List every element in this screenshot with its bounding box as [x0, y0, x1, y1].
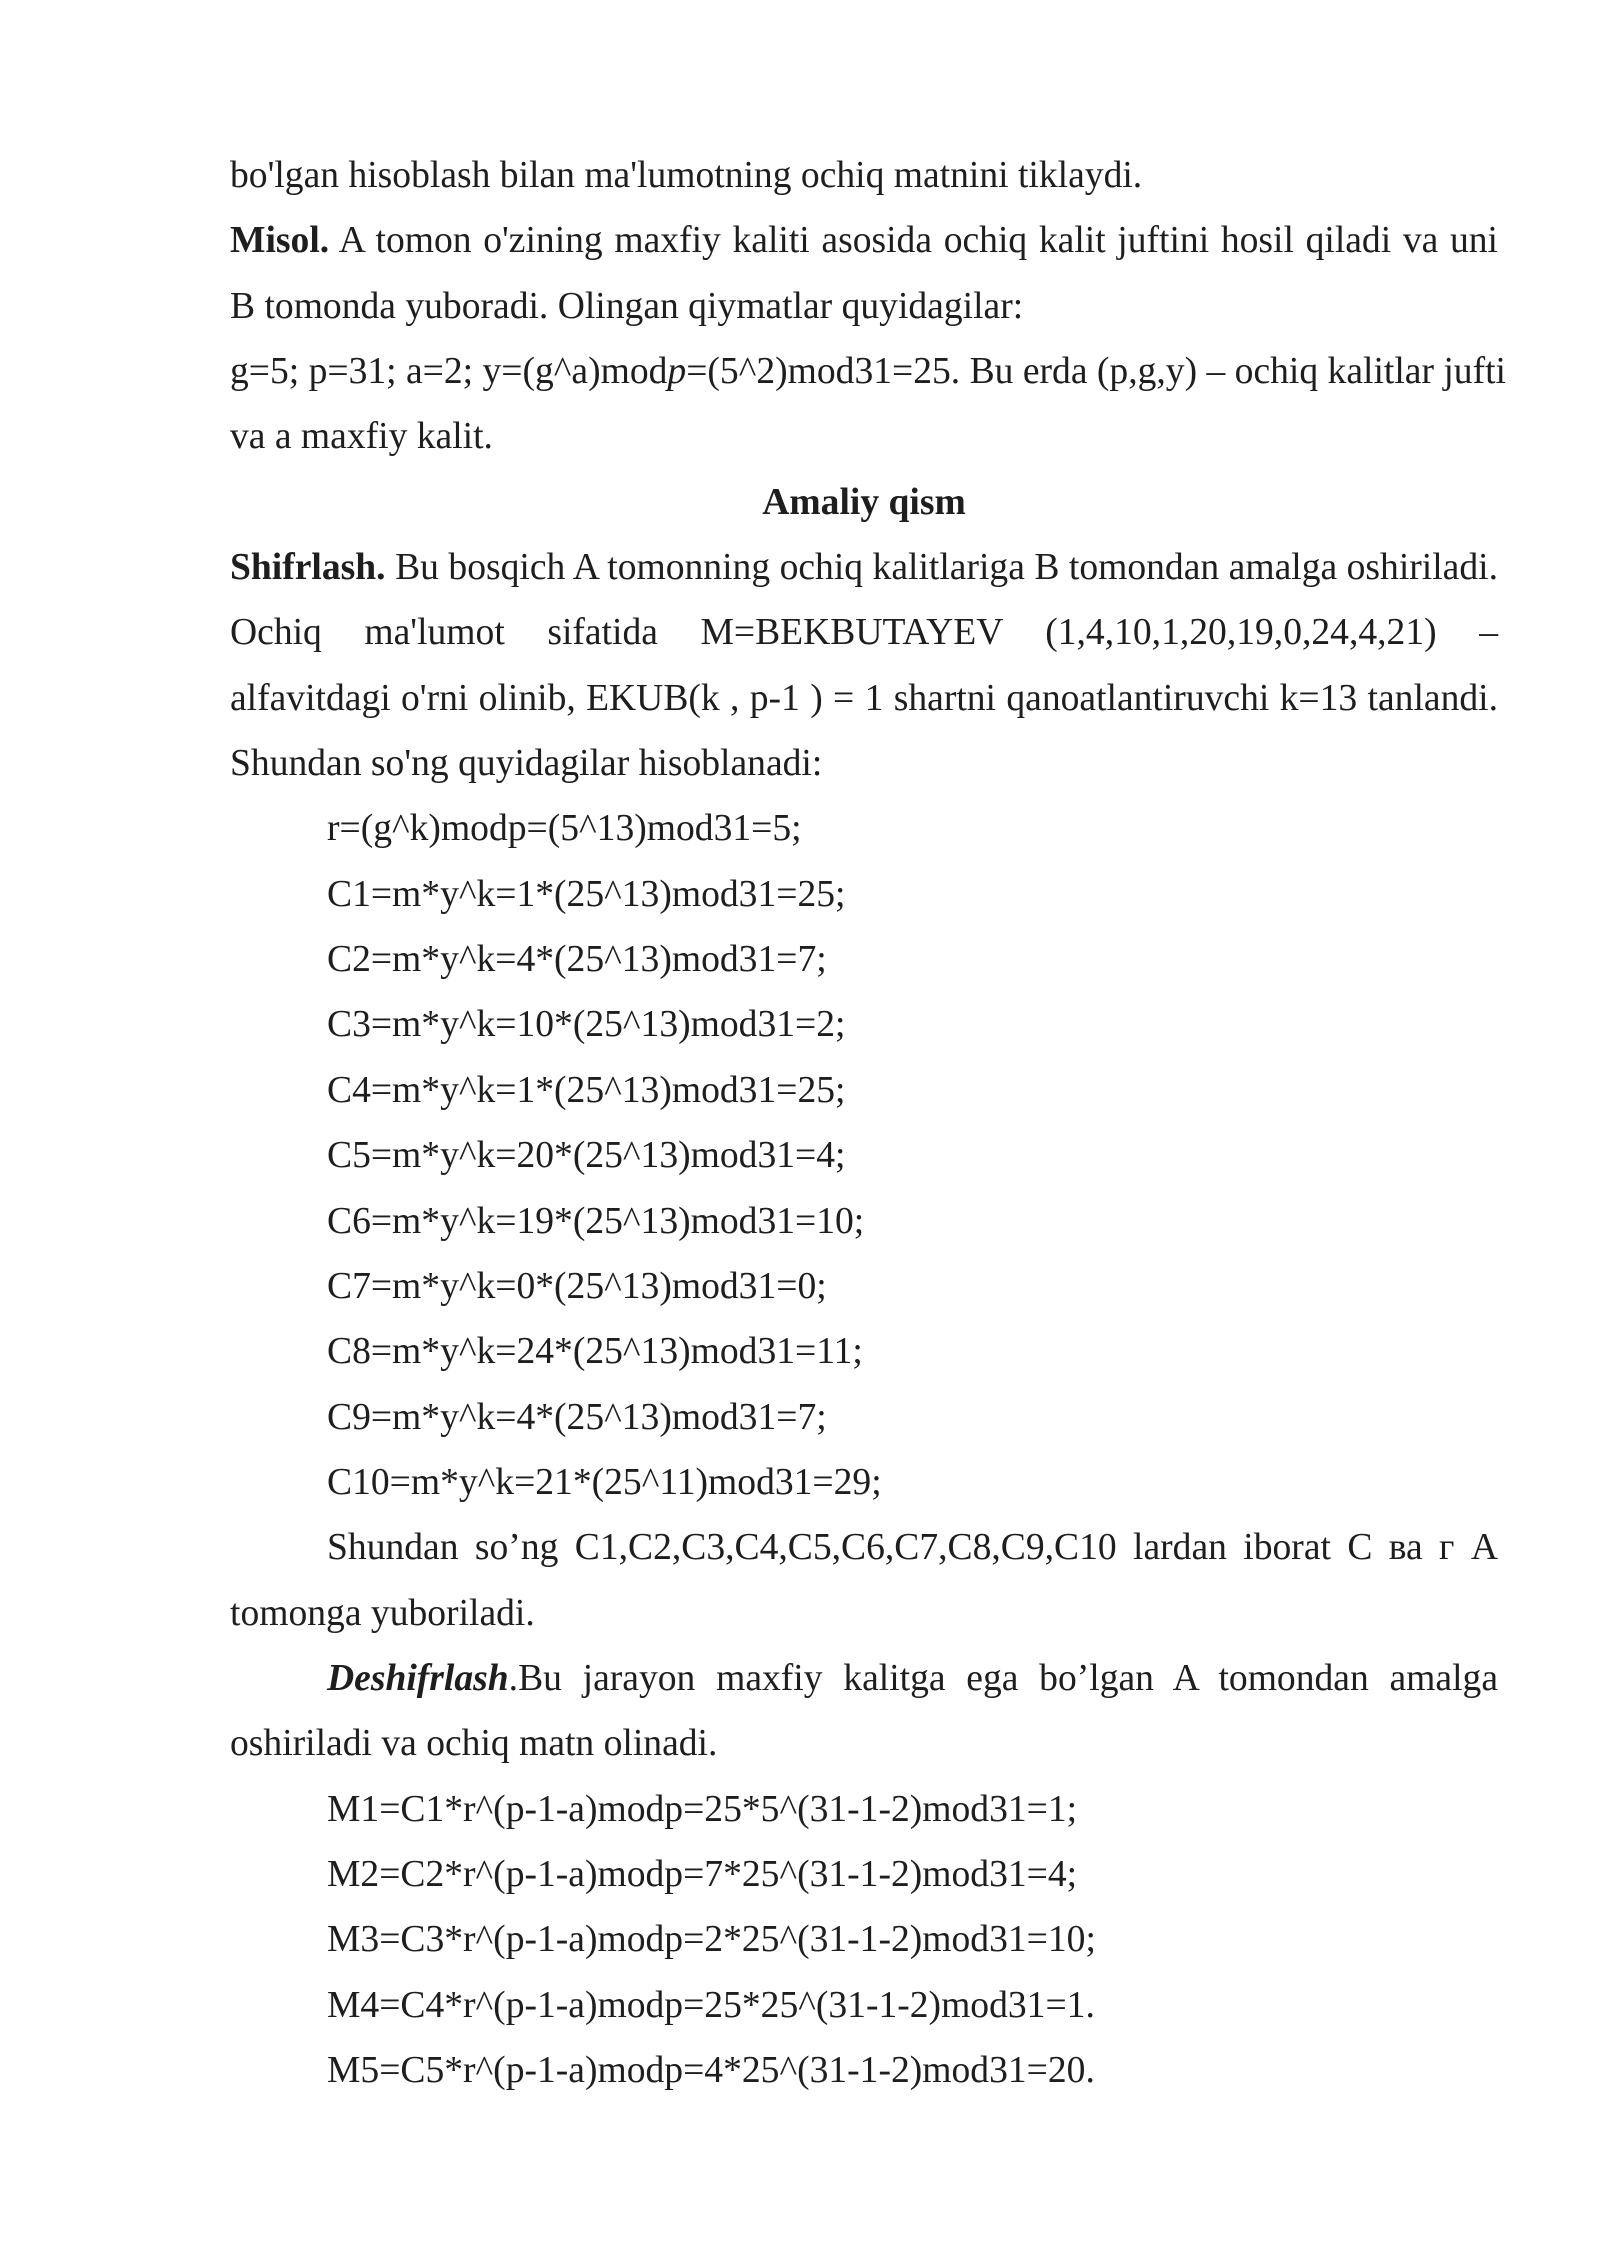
params-text: va a maxfiy kalit. — [230, 416, 493, 458]
formula-c8 — [230, 1319, 1498, 1384]
formula-text: r=(g^k)modp=(5^13)mod31=5; — [327, 808, 802, 850]
formula-m5 — [230, 2038, 1498, 2103]
section-title-text: Amaliy qism — [762, 481, 966, 523]
summary-text: tomonga yuboriladi. — [230, 1592, 535, 1634]
formula-text: M2=C2*r^(p-1-a)modp=7*25^(31-1-2)mod31=4; — [327, 1853, 1078, 1895]
params-text: g=5; p=31; a=2; y=(g^a)mod — [230, 351, 668, 393]
decryption-line-1 — [230, 1646, 1498, 1711]
formula-text: C4=m*y^k=1*(25^13)mod31=25; — [327, 1069, 846, 1111]
params-italic-p: p — [667, 351, 687, 393]
summary-text: Shundan so’ng C1,C2,C3,C4,C5,C6,C7,C8,C9,C10 lardan iborat C ва г A — [327, 1527, 1498, 1569]
formula-text: M4=C4*r^(p-1-a)modp=25*25^(31-1-2)mod31=1. — [327, 1984, 1095, 2026]
formula-text: M5=C5*r^(p-1-a)modp=4*25^(31-1-2)mod31=20. — [327, 2049, 1095, 2091]
formula-c2 — [230, 927, 1498, 992]
page-body — [230, 143, 1506, 2103]
formula-text: M3=C3*r^(p-1-a)modp=2*25^(31-1-2)mod31=10; — [327, 1919, 1096, 1961]
encryption-text: Bu bosqich A tomonning ochiq kalitlariga B tomondan amalga oshiriladi. — [395, 547, 1498, 589]
encryption-line-2 — [230, 600, 1498, 665]
formula-c7 — [230, 1254, 1498, 1319]
formula-text: C10=m*y^k=21*(25^11)mod31=29; — [327, 1461, 882, 1503]
formula-c5 — [230, 1123, 1498, 1188]
example-text: A tomon o'zining maxfiy kaliti asosida ochiq kalit juftini hosil qiladi va uni — [338, 220, 1498, 262]
encryption-line-3 — [230, 666, 1498, 731]
section-title — [230, 470, 1498, 535]
example-text: B tomonda yuboradi. Olingan qiymatlar quyidagilar: — [230, 285, 1024, 327]
encryption-summary-line-2 — [230, 1581, 1498, 1646]
example-params-line-2 — [230, 404, 1498, 469]
formula-text: C3=m*y^k=10*(25^13)mod31=2; — [327, 1004, 846, 1046]
encryption-text: Ochiq ma'lumot sifatida M=BEKBUTAYEV (1,4,10,1,20,19,0,24,4,21) – — [230, 612, 1498, 654]
formula-c10 — [230, 1450, 1498, 1515]
encryption-line-4 — [230, 731, 1498, 796]
encryption-label: Shifrlash. — [230, 547, 386, 589]
formula-m1 — [230, 1777, 1498, 1842]
encryption-text: Shundan so'ng quyidagilar hisoblanadi: — [230, 743, 823, 785]
example-line-2 — [230, 274, 1498, 339]
formula-text: C7=m*y^k=0*(25^13)mod31=0; — [327, 1265, 827, 1307]
formula-r — [230, 796, 1498, 861]
example-label: Misol. — [230, 220, 330, 262]
formula-text: C8=m*y^k=24*(25^13)mod31=11; — [327, 1331, 863, 1373]
formula-m4 — [230, 1973, 1498, 2038]
continuation-text: bo'lgan hisoblash bilan ma'lumotning ochiq matnini tiklaydi. — [230, 155, 1143, 196]
example-params-line — [230, 339, 1506, 404]
formula-c4 — [230, 1058, 1498, 1123]
encryption-line-1 — [230, 535, 1498, 600]
formula-c3 — [230, 992, 1498, 1057]
encryption-text: alfavitdagi o'rni olinib, EKUB(k , p-1 ) = 1 shartni qanoatlantiruvchi k=13 tanlandi. — [230, 677, 1498, 719]
formula-c9 — [230, 1385, 1498, 1450]
decryption-text: oshiriladi va ochiq matn olinadi. — [230, 1723, 718, 1765]
decryption-line-2 — [230, 1711, 1498, 1776]
formula-c6 — [230, 1189, 1498, 1254]
formula-m2 — [230, 1842, 1498, 1907]
decryption-label: Deshifrlash — [327, 1657, 509, 1699]
formula-text: M1=C1*r^(p-1-a)modp=25*5^(31-1-2)mod31=1; — [327, 1788, 1078, 1830]
example-line-1 — [230, 208, 1498, 273]
formula-m3 — [230, 1907, 1498, 1972]
continuation-line — [230, 143, 1498, 208]
formula-c1 — [230, 862, 1498, 927]
formula-text: C1=m*y^k=1*(25^13)mod31=25; — [327, 873, 846, 915]
formula-text: C6=m*y^k=19*(25^13)mod31=10; — [327, 1200, 865, 1242]
formula-text: C5=m*y^k=20*(25^13)mod31=4; — [327, 1135, 846, 1177]
formula-text: C2=m*y^k=4*(25^13)mod31=7; — [327, 939, 827, 981]
encryption-summary-line-1 — [230, 1515, 1498, 1580]
decryption-text: .Bu jarayon maxfiy kalitga ega bo’lgan A tomondan amalga — [508, 1657, 1498, 1699]
params-text: =(5^2)mod31=25. Bu erda (p,g,y) – ochiq kalitlar jufti — [686, 351, 1506, 393]
formula-text: C9=m*y^k=4*(25^13)mod31=7; — [327, 1396, 827, 1438]
